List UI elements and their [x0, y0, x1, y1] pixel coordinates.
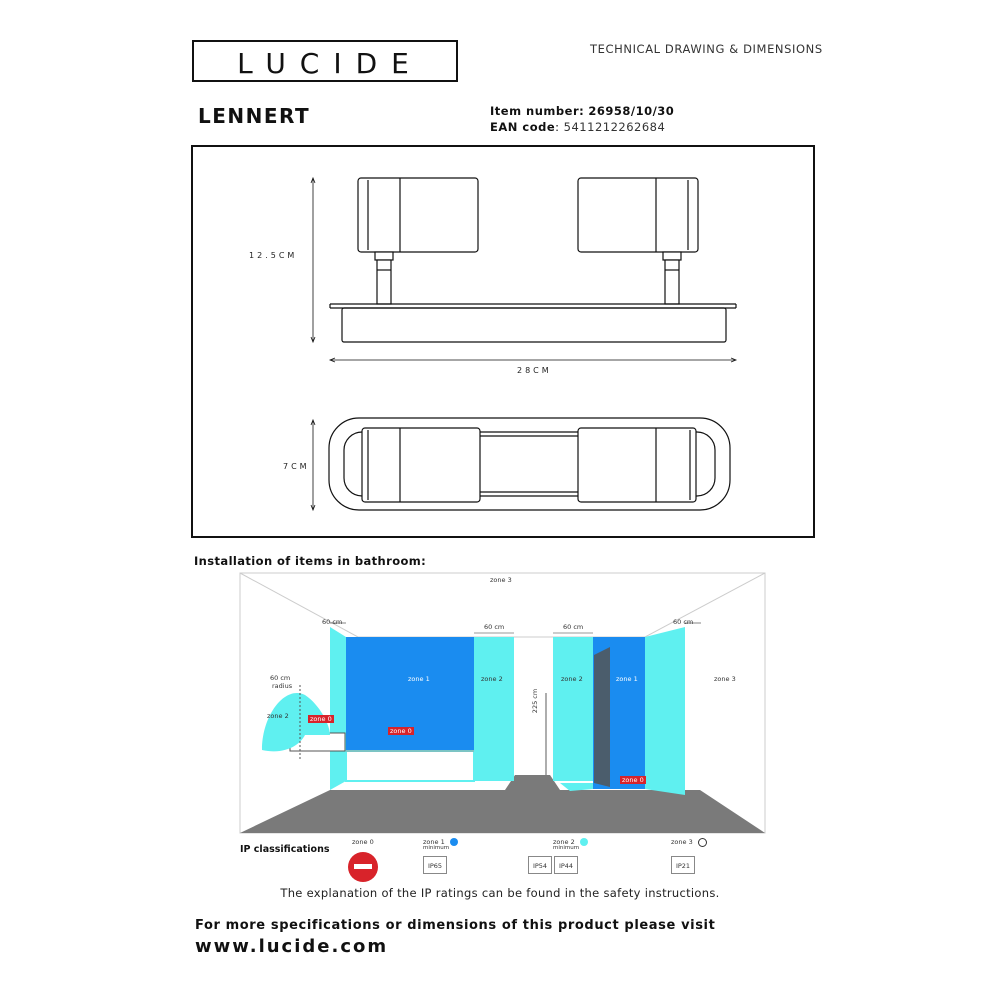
- ip-note: The explanation of the IP ratings can be found in the safety instructions.: [280, 886, 720, 900]
- product-name: LENNERT: [198, 104, 311, 128]
- dim-60-left: 60 cm: [322, 618, 343, 626]
- bathroom-heading: Installation of items in bathroom:: [194, 554, 427, 568]
- zone3-right-label: zone 3: [714, 675, 736, 683]
- front-right-head: [578, 178, 698, 304]
- height-dimension: 12.5CM: [249, 251, 298, 260]
- dim-60-center-right: 60 cm: [563, 623, 584, 631]
- ip-classifications-label: IP classifications: [240, 844, 330, 855]
- document-title: TECHNICAL DRAWING & DIMENSIONS: [590, 42, 823, 56]
- radius-word: radius: [272, 682, 293, 690]
- zone3-top-label: zone 3: [490, 576, 512, 584]
- zone1-right-label: zone 1: [616, 675, 638, 683]
- zone2-left-label: zone 2: [481, 675, 503, 683]
- ip21-box: IP21: [671, 856, 695, 874]
- ip-zone2-minimum: minimum: [553, 845, 580, 851]
- ean-value: 5411212262684: [563, 120, 666, 134]
- top-view: [329, 418, 730, 510]
- logo-text: LUCIDE: [237, 47, 423, 80]
- ip-zone1-label: zone 1: [423, 838, 445, 846]
- ip-zone1-minimum: minimum: [423, 845, 450, 851]
- zone2-dot-icon: [580, 838, 588, 846]
- ip54-box: IP54: [528, 856, 552, 874]
- ip-zone2-label: zone 2: [553, 838, 575, 846]
- zone2-right: [553, 637, 593, 781]
- ip44-box: IP44: [554, 856, 578, 874]
- front-left-head: [358, 178, 478, 304]
- zone0-sink-label: zone 0: [310, 715, 332, 723]
- depth-dimension: 7CM: [283, 462, 310, 471]
- zone2-right-label: zone 2: [561, 675, 583, 683]
- ean-label: EAN code: [490, 120, 556, 134]
- no-entry-icon: [348, 852, 378, 882]
- dim-60-right: 60 cm: [673, 618, 694, 626]
- website-link[interactable]: www.lucide.com: [195, 936, 389, 957]
- dim-60-center-left: 60 cm: [484, 623, 505, 631]
- zone1-left-label: zone 1: [408, 675, 430, 683]
- ean-separator: :: [555, 120, 560, 134]
- ip-zone3-label: zone 3: [671, 838, 693, 846]
- ip-zone0-label: zone 0: [352, 838, 374, 846]
- zone1-dot-icon: [450, 838, 458, 846]
- height-225: 225 cm: [531, 688, 540, 714]
- footer-text: For more specifications or dimensions of this product please visit: [195, 918, 716, 933]
- zone2-left: [474, 637, 514, 781]
- item-number-label: Item number:: [490, 104, 585, 118]
- zone3-dot-icon: [698, 838, 707, 847]
- bathroom-zones-diagram: [0, 565, 1000, 840]
- ip65-box: IP65: [423, 856, 447, 874]
- length-dimension: 28CM: [517, 366, 552, 375]
- zone0-bath-label: zone 0: [390, 727, 412, 735]
- zone0-shower-label: zone 0: [622, 776, 644, 784]
- item-number-value: 26958/10/30: [588, 104, 675, 118]
- zone2-sink-label: zone 2: [267, 712, 289, 720]
- radius-value: 60 cm: [270, 674, 291, 682]
